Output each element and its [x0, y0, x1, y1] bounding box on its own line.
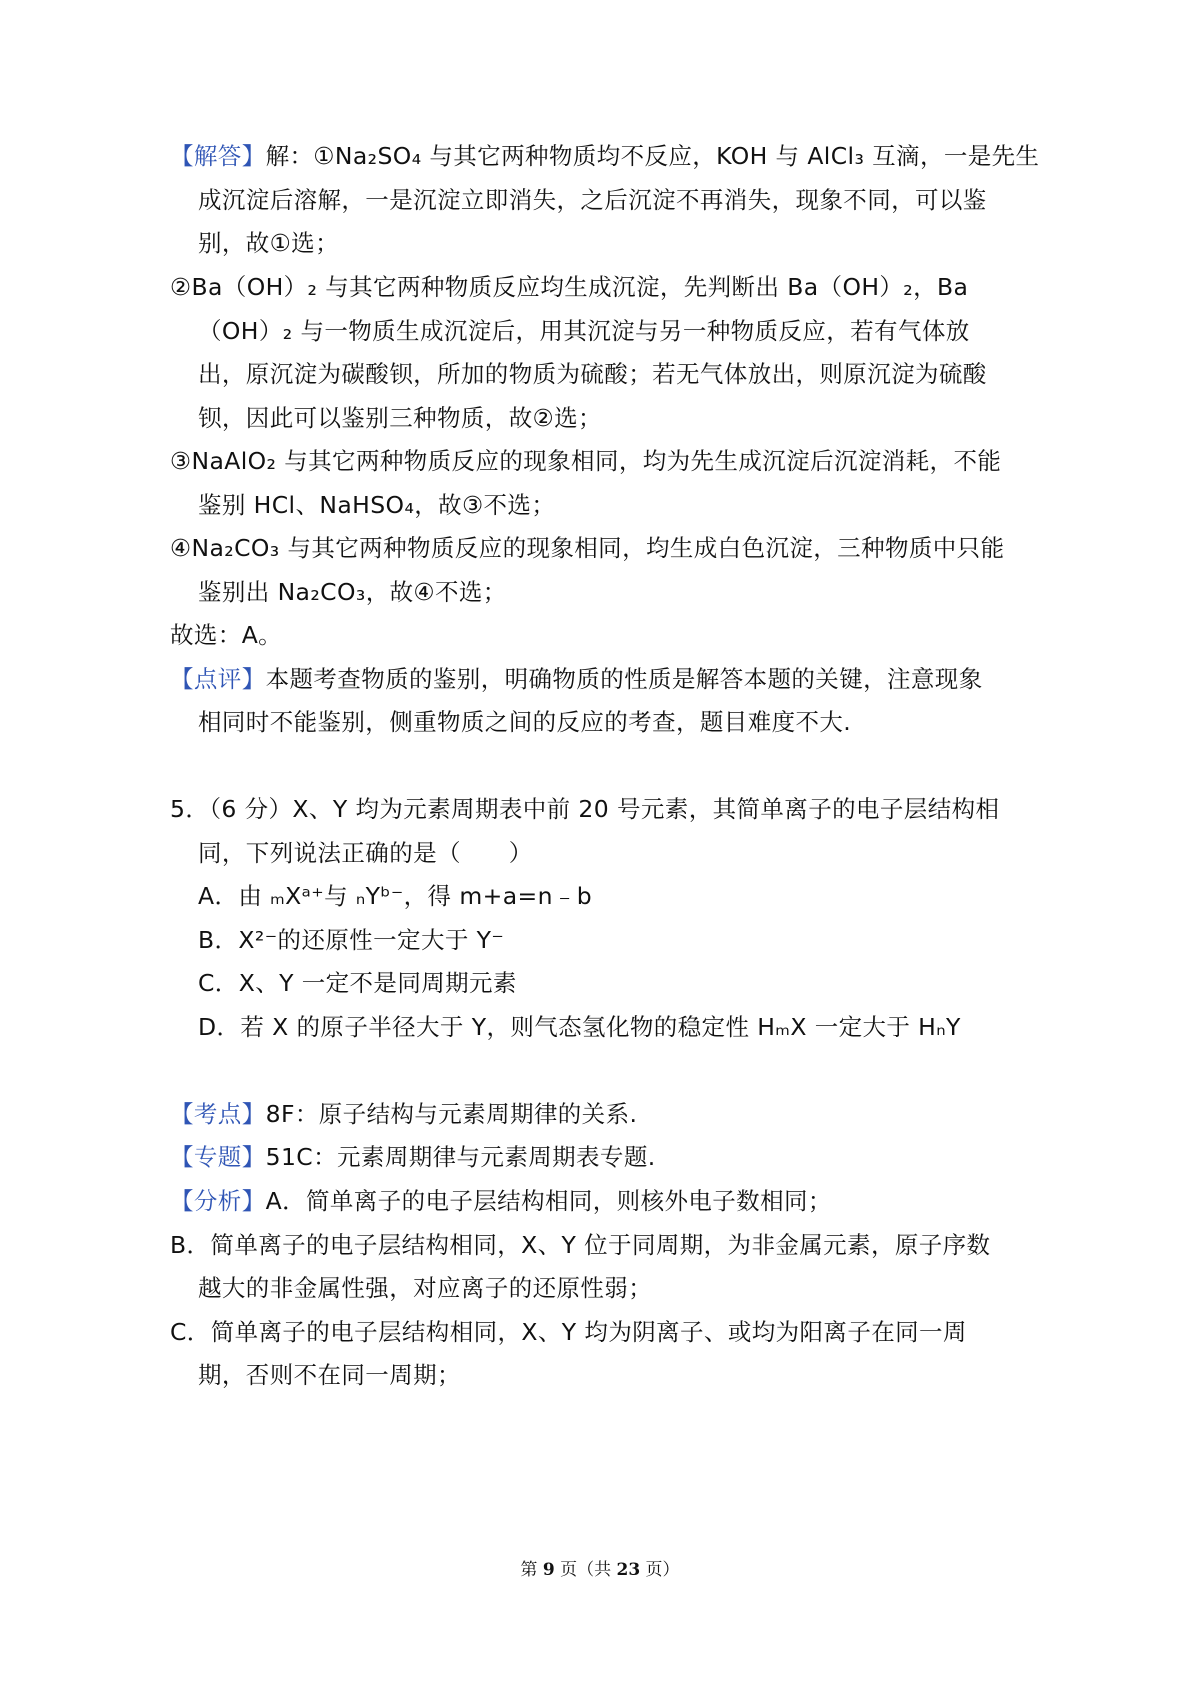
analysis-b-line-2: 越大的非金属性强，对应离子的还原性弱； [198, 1274, 653, 1302]
footer-middle: 页（共 [554, 1560, 617, 1580]
analysis-tag: 【分析】 [170, 1187, 266, 1215]
footer-page-number: 9 [542, 1560, 555, 1580]
answer-item-4-line-1: ④Na₂CO₃ 与其它两种物质反应的现象相同，均生成白色沉淀，三种物质中只能 [170, 534, 1005, 562]
answer-tag: 【解答】 [170, 142, 266, 170]
topic [170, 1140, 656, 1174]
answer-text: 解：①Na₂SO₄ 与其它两种物质均不反应，KOH 与 AlCl₃ 互滴，一是先生 [265, 142, 1040, 170]
knowledge-point [170, 1097, 637, 1131]
option-c: C．X、Y 一定不是同周期元素 [198, 969, 517, 997]
question-5-stem-line-1: 5．（6 分）X、Y 均为元素周期表中前 20 号元素，其简单离子的电子层结构相 [170, 795, 1000, 823]
answer-choice: 故选：A。 [170, 621, 283, 649]
analysis-c-line-2: 期，否则不在同一周期； [198, 1361, 461, 1389]
knowledge-point-text: 8F：原子结构与元素周期律的关系. [265, 1100, 638, 1128]
footer-total-pages: 23 [616, 1560, 641, 1580]
answer-line-1 [170, 139, 1039, 173]
answer-item-4-line-2: 鉴别出 Na₂CO₃，故④不选； [198, 578, 507, 606]
analysis-c-line-1: C．简单离子的电子层结构相同，X、Y 均为阴离子、或均为阳离子在同一周 [170, 1318, 967, 1346]
topic-tag: 【专题】 [170, 1143, 266, 1171]
answer-item-3-line-2: 鉴别 HCl、NaHSO₄，故③不选； [198, 491, 556, 519]
comment-tag: 【点评】 [170, 665, 266, 693]
analysis-text: A．简单离子的电子层结构相同，则核外电子数相同； [265, 1187, 832, 1215]
topic-text: 51C：元素周期律与元素周期表专题. [265, 1143, 656, 1171]
comment-text: 本题考查物质的鉴别，明确物质的性质是解答本题的关键，注意现象 [265, 665, 983, 693]
footer-prefix: 第 [520, 1560, 543, 1580]
comment-line-2: 相同时不能鉴别，侧重物质之间的反应的考查，题目难度不大. [198, 708, 852, 736]
option-d: D．若 X 的原子半径大于 Y，则气态氢化物的稳定性 HₘX 一定大于 HₙY [198, 1013, 961, 1041]
answer-item-2-line-3: 出，原沉淀为碳酸钡，所加的物质为硫酸；若无气体放出，则原沉淀为硫酸 [198, 360, 987, 388]
answer-line-2: 成沉淀后溶解，一是沉淀立即消失，之后沉淀不再消失，现象不同，可以鉴 [198, 186, 987, 214]
option-b: B．X²⁻的还原性一定大于 Y⁻ [198, 926, 505, 954]
page-footer [0, 1555, 1200, 1580]
option-a: A．由 ₘXᵃ⁺与 ₙYᵇ⁻，得 m+a=n﹣b [198, 882, 593, 910]
comment-line-1 [170, 662, 983, 696]
answer-item-2-line-1: ②Ba（OH）₂ 与其它两种物质反应均生成沉淀，先判断出 Ba（OH）₂，Ba [170, 273, 969, 301]
answer-item-3-line-1: ③NaAlO₂ 与其它两种物质反应的现象相同，均为先生成沉淀后沉淀消耗，不能 [170, 447, 1002, 475]
footer-suffix: 页） [640, 1560, 680, 1580]
question-5-stem-line-2: 同，下列说法正确的是（ ） [198, 839, 533, 867]
analysis-line-1 [170, 1184, 832, 1218]
answer-item-2-line-2: （OH）₂ 与一物质生成沉淀后，用其沉淀与另一种物质反应，若有气体放 [198, 317, 970, 345]
analysis-b-line-1: B．简单离子的电子层结构相同，X、Y 位于同周期，为非金属元素，原子序数 [170, 1231, 991, 1259]
answer-line-3: 别，故①选； [198, 229, 339, 257]
answer-item-2-line-4: 钡，因此可以鉴别三种物质，故②选； [198, 404, 602, 432]
knowledge-point-tag: 【考点】 [170, 1100, 266, 1128]
